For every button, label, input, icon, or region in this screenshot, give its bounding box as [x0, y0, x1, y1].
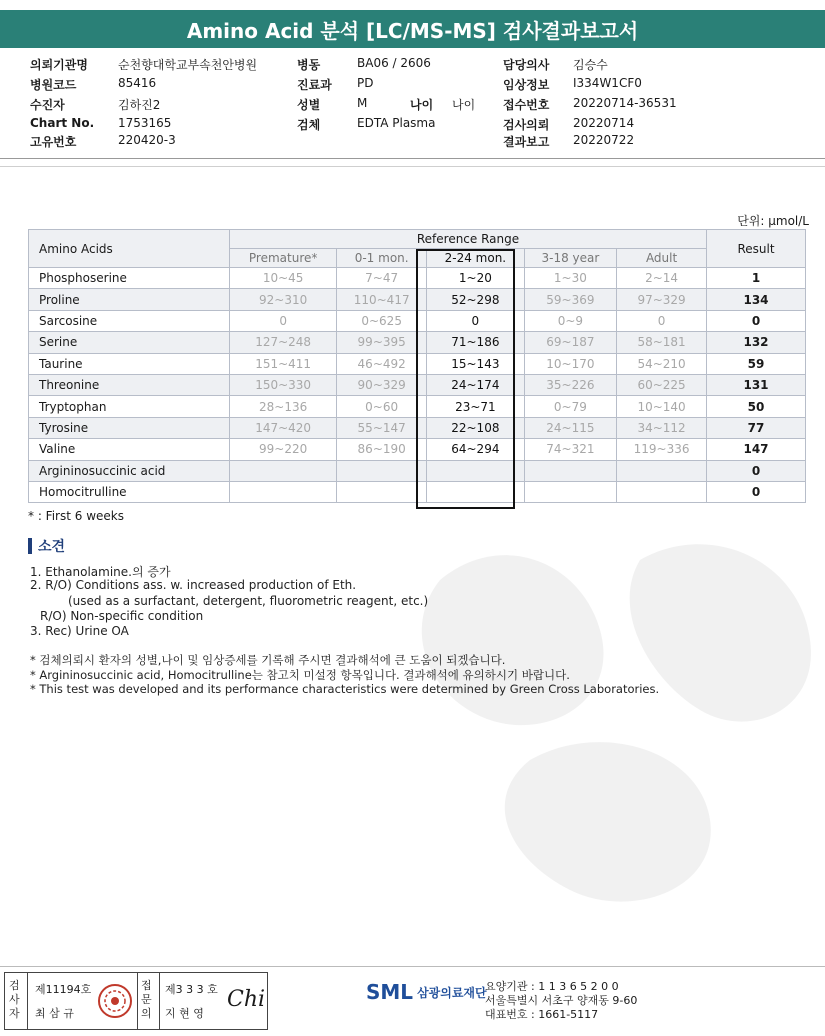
reference-range-cell: 0 [230, 310, 337, 331]
code-value: 85416 [118, 76, 157, 90]
hospital-label: 의뢰기관명 [30, 58, 88, 72]
finding-line: (used as a surfactant, detergent, fluorometric reagent, etc.) [68, 594, 429, 608]
result-cell: 134 [707, 289, 806, 310]
reference-range-cell: 110~417 [337, 289, 427, 310]
amino-acid-name: Proline [29, 289, 230, 310]
result-cell: 1 [707, 268, 806, 289]
col-reference-range: Reference Range [230, 230, 707, 249]
chart-label: Chart No. [30, 116, 95, 130]
findings-marker [28, 538, 32, 554]
finding-line: 3. Rec) Urine OA [30, 624, 129, 638]
highlight-box-2-24-mon [416, 249, 515, 509]
divider-top [0, 158, 825, 159]
footer-divider [0, 966, 825, 967]
signature: Chi [227, 987, 266, 1012]
result-cell: 0 [707, 481, 806, 502]
request-label: 검사의뢰 [503, 118, 550, 132]
reference-range-cell [230, 460, 337, 481]
result-cell: 0 [707, 460, 806, 481]
reference-range-cell: 0~9 [524, 310, 617, 331]
clinical-label: 임상정보 [503, 78, 550, 92]
reference-range-cell: 97~329 [617, 289, 707, 310]
receipt-label: 접수번호 [503, 98, 550, 112]
reference-range-cell: 15~143 [427, 353, 525, 374]
reference-range-cell: 1~20 [427, 268, 525, 289]
result-cell: 77 [707, 417, 806, 438]
ward-value: BA06 / 2606 [357, 56, 431, 70]
amino-acid-name: Sarcosine [29, 310, 230, 331]
sml-logo: SML [366, 980, 414, 1004]
specimen-value: EDTA Plasma [357, 116, 436, 130]
footer [0, 968, 825, 1036]
reference-range-cell: 90~329 [337, 374, 427, 395]
confirmer-label: 접문의 [141, 979, 152, 1020]
reference-range-cell: 0~625 [337, 310, 427, 331]
reference-range-cell: 10~170 [524, 353, 617, 374]
reference-range-cell [230, 481, 337, 502]
note-line: * Argininosuccinic acid, Homocitrulline는 참고치 미설정 항목입니다. 결과해석에 유의하시기 바랍니다. [30, 668, 570, 682]
doctor-value: 김승수 [573, 58, 608, 72]
hospital-value: 순천향대학교부속천안병원 [118, 58, 258, 72]
subcol-header: 2-24 mon. [427, 249, 525, 268]
dept-value: PD [357, 76, 374, 90]
unique-label: 고유번호 [30, 135, 77, 149]
reference-range-cell: 24~115 [524, 417, 617, 438]
amino-acid-name: Tyrosine [29, 417, 230, 438]
amino-acid-name: Serine [29, 332, 230, 353]
amino-acid-name: Argininosuccinic acid [29, 460, 230, 481]
subcol-header: 3-18 year [524, 249, 617, 268]
reference-range-cell [337, 460, 427, 481]
reference-range-cell [617, 460, 707, 481]
col-amino: Amino Acids [29, 230, 230, 268]
age-label: 나이 [410, 98, 434, 112]
unique-value: 220420-3 [118, 133, 176, 147]
report-label: 결과보고 [503, 135, 550, 149]
specimen-label: 검체 [297, 118, 321, 132]
report-value: 20220722 [573, 133, 635, 147]
reference-range-cell: 99~220 [230, 439, 337, 460]
subcol-header: 0-1 mon. [337, 249, 427, 268]
watermark-graphic [380, 520, 825, 920]
result-cell: 131 [707, 374, 806, 395]
reference-range-cell: 58~181 [617, 332, 707, 353]
result-cell: 132 [707, 332, 806, 353]
company-info [485, 980, 637, 1022]
result-cell: 147 [707, 439, 806, 460]
result-cell: 0 [707, 310, 806, 331]
reference-range-cell: 23~71 [427, 396, 525, 417]
inspector-number: 제11194호 [35, 983, 92, 996]
subcol-header: Premature* [230, 249, 337, 268]
reference-range-cell: 0 [617, 310, 707, 331]
reference-range-cell: 52~298 [427, 289, 525, 310]
footnote: * : First 6 weeks [28, 509, 124, 523]
sig-divider [159, 973, 160, 1029]
amino-acid-name: Homocitrulline [29, 481, 230, 502]
amino-acid-name: Valine [29, 439, 230, 460]
reference-range-cell: 55~147 [337, 417, 427, 438]
company-phone: 대표번호 : 1661-5117 [485, 1008, 599, 1021]
sex-label: 성별 [297, 98, 321, 112]
signature-box [4, 972, 268, 1030]
reference-range-cell [337, 481, 427, 502]
finding-line: R/O) Non-specific condition [40, 609, 204, 623]
reference-range-cell: 64~294 [427, 439, 525, 460]
seal-icon [97, 983, 133, 1019]
finding-line: 2. R/O) Conditions ass. w. increased production of Eth. [30, 578, 357, 592]
reference-range-cell: 24~174 [427, 374, 525, 395]
amino-acid-name: Taurine [29, 353, 230, 374]
confirmer-number: 제3 3 3 호 [165, 983, 218, 996]
subcol-header: Adult [617, 249, 707, 268]
unit-label: 단위: μmol/L [737, 214, 809, 228]
amino-acid-name: Threonine [29, 374, 230, 395]
institution-code: 요양기관 : 1 1 3 6 5 2 0 0 [485, 980, 619, 993]
age-value: 나이 [452, 98, 476, 112]
confirmer-name: 지 현 영 [165, 1007, 204, 1020]
note-line: * This test was developed and its performance characteristics were determined by Green Cross Laboratories. [30, 682, 660, 696]
reference-range-cell: 71~186 [427, 332, 525, 353]
col-result: Result [707, 230, 806, 268]
reference-range-cell: 86~190 [337, 439, 427, 460]
sig-divider [27, 973, 28, 1029]
finding-line: 1. Ethanolamine.의 증가 [30, 565, 171, 579]
doctor-label: 담당의사 [503, 58, 550, 72]
reference-range-cell: 1~30 [524, 268, 617, 289]
code-label: 병원코드 [30, 78, 77, 92]
recipient-value: 김하진2 [118, 98, 161, 112]
reference-range-cell: 28~136 [230, 396, 337, 417]
reference-range-cell: 0 [427, 310, 525, 331]
company-name: 삼광의료재단 [417, 985, 487, 1000]
reference-range-cell: 2~14 [617, 268, 707, 289]
amino-acid-name: Tryptophan [29, 396, 230, 417]
reference-range-cell: 92~310 [230, 289, 337, 310]
result-cell: 59 [707, 353, 806, 374]
recipient-label: 수진자 [30, 98, 65, 112]
company-logo [366, 980, 487, 1004]
findings-title: 소견 [38, 539, 66, 555]
request-value: 20220714 [573, 116, 635, 130]
ward-label: 병동 [297, 58, 321, 72]
reference-range-cell: 7~47 [337, 268, 427, 289]
table-header-row [29, 230, 806, 249]
receipt-value: 20220714-36531 [573, 96, 677, 110]
reference-range-cell: 150~330 [230, 374, 337, 395]
dept-label: 진료과 [297, 78, 332, 92]
reference-range-cell: 54~210 [617, 353, 707, 374]
reference-range-cell [524, 481, 617, 502]
reference-range-cell: 69~187 [524, 332, 617, 353]
result-cell: 50 [707, 396, 806, 417]
reference-range-cell: 151~411 [230, 353, 337, 374]
reference-range-cell: 0~60 [337, 396, 427, 417]
amino-acid-name: Phosphoserine [29, 268, 230, 289]
reference-range-cell: 0~79 [524, 396, 617, 417]
inspector-name: 최 삼 규 [35, 1007, 74, 1020]
sex-value: M [357, 96, 368, 110]
reference-range-cell: 60~225 [617, 374, 707, 395]
note-line: * 검체의뢰시 환자의 성별,나이 및 임상증세를 기록해 주시면 결과해석에 큰 도움이 되겠습니다. [30, 653, 506, 667]
inspector-label: 검사자 [9, 979, 20, 1020]
reference-range-cell: 119~336 [617, 439, 707, 460]
reference-range-cell: 46~492 [337, 353, 427, 374]
chart-value: 1753165 [118, 116, 172, 130]
report-title: Amino Acid 분석 [LC/MS-MS] 검사결과보고서 [0, 10, 825, 48]
reference-range-cell: 22~108 [427, 417, 525, 438]
company-address: 서울특별시 서초구 양재동 9-60 [485, 994, 638, 1007]
reference-range-cell [617, 481, 707, 502]
reference-range-cell: 34~112 [617, 417, 707, 438]
reference-range-cell: 35~226 [524, 374, 617, 395]
clinical-value: I334W1CF0 [573, 76, 642, 90]
reference-range-cell: 59~369 [524, 289, 617, 310]
reference-range-cell: 74~321 [524, 439, 617, 460]
reference-range-cell: 10~45 [230, 268, 337, 289]
divider-bottom [0, 166, 825, 167]
reference-range-cell [524, 460, 617, 481]
reference-range-cell: 127~248 [230, 332, 337, 353]
sig-divider [137, 973, 138, 1029]
reference-range-cell: 147~420 [230, 417, 337, 438]
reference-range-cell: 99~395 [337, 332, 427, 353]
reference-range-cell: 10~140 [617, 396, 707, 417]
